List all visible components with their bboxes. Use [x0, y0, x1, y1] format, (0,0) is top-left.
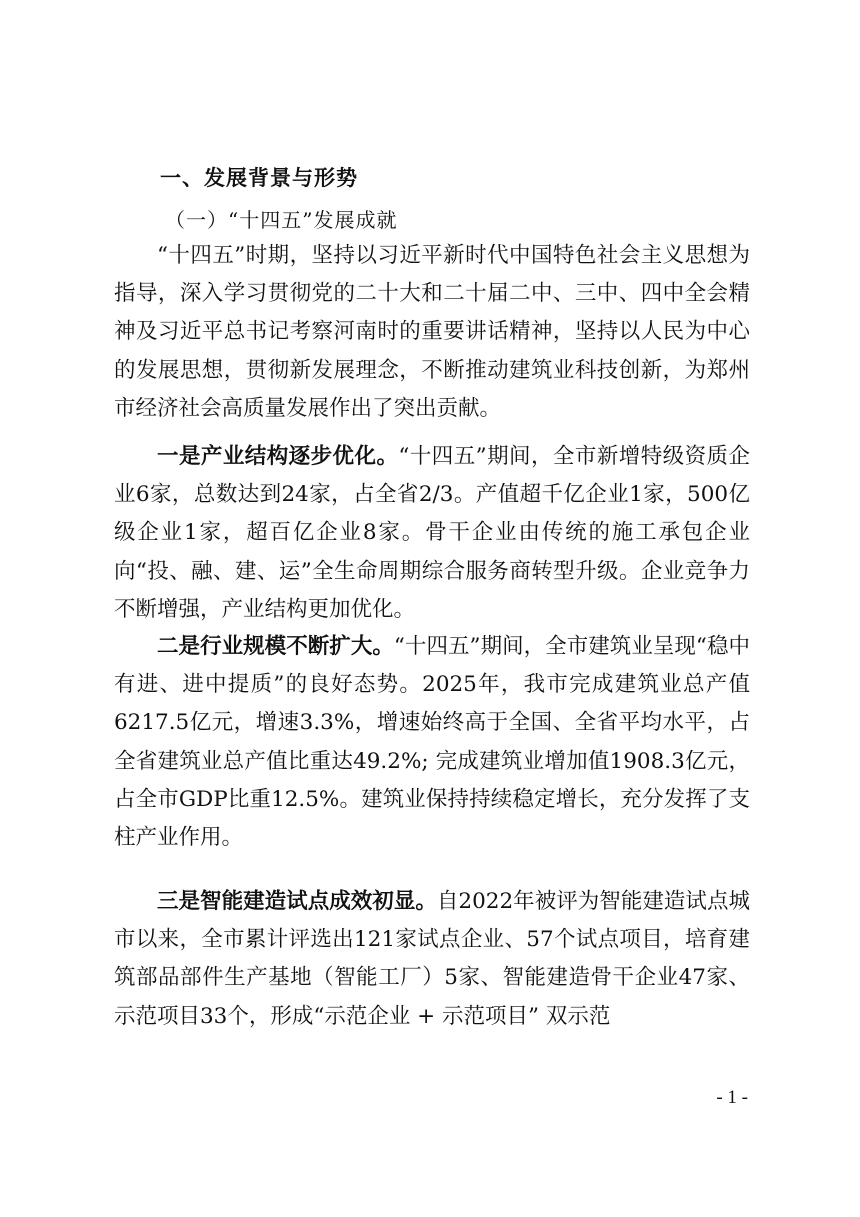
paragraph-text: “十四五”时期，坚持以习近平新时代中国特色社会主义思想为指导，深入学习贯彻党的二十大和二十届二中、三中、四中全会精神及习近平总书记考察河南时的重要讲话精神，坚持以人民为中心的发展思想，贯彻新发展理念，不断推动建筑业科技创新，为郑州市经济社会高质量发展作出了突出贡献。	[114, 243, 750, 421]
paragraph-text: “十四五”期间，全市新增特级资质企业6家，总数达到24家，占全省2/3。产值超千亿企业1家，500亿级企业1家，超百亿企业8家。骨干企业由传统的施工承包企业向“投、融、建、运”全生命周期综合服务商转型升级。企业竞争力不断增强，产业结构更加优化。	[114, 444, 750, 622]
paragraph-text: 自2022年被评为智能建造试点城市以来，全市累计评选出121家试点企业、57个试点项目，培育建筑部品部件生产基地（智能工厂）5家、智能建造骨干企业47家、示范项目33个，形成“示范企业 + 示范项目” 双示范	[114, 889, 750, 1029]
paragraph-industry-structure	[114, 438, 750, 629]
subsection-heading: （一）“十四五”发展成就	[165, 208, 398, 232]
paragraph-text: “十四五”期间，全市建筑业呈现“稳中有进、进中提质”的良好态势。2025年，我市完成建筑业总产值6217.5亿元，增速3.3%，增速始终高于全国、全省平均水平，占全省建筑业总产值比重达49.2%; 完成建筑业增加值1908.3亿元，占全市GDP比重12.5%。建筑业保持持续稳定增长，充分发挥了支柱产业作用。	[114, 634, 750, 851]
section-heading: 一、发展背景与形势	[160, 166, 358, 190]
paragraph-lead: 三是智能建造试点成效初显。	[157, 889, 437, 914]
paragraph-smart-construction	[114, 883, 750, 1036]
page-number: - 1 -	[716, 1087, 748, 1108]
paragraph-lead: 一是产业结构逐步优化。	[157, 444, 399, 469]
paragraph-intro	[114, 237, 750, 428]
paragraph-lead: 二是行业规模不断扩大。	[157, 634, 394, 659]
paragraph-industry-scale	[114, 628, 750, 857]
